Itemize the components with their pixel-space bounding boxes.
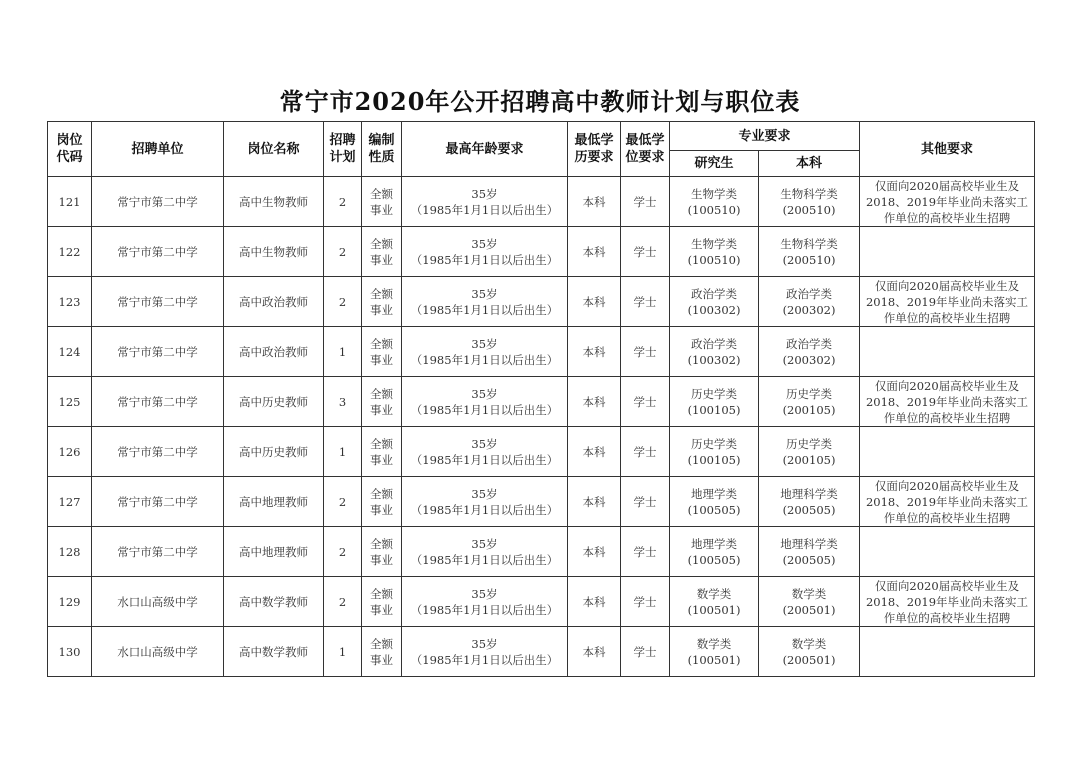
header-age: 最高年龄要求 bbox=[402, 122, 568, 177]
table-row bbox=[48, 627, 1035, 677]
table-row bbox=[48, 577, 1035, 627]
cell-age: 35岁 （1985年1月1日以后出生） bbox=[402, 627, 568, 677]
cell-edu: 本科 bbox=[568, 277, 621, 327]
cell-unit: 常宁市第二中学 bbox=[92, 527, 224, 577]
cell-code: 130 bbox=[48, 627, 92, 677]
cell-edu: 本科 bbox=[568, 177, 621, 227]
cell-edu: 本科 bbox=[568, 227, 621, 277]
cell-age: 35岁 （1985年1月1日以后出生） bbox=[402, 227, 568, 277]
cell-nature: 全额 事业 bbox=[362, 477, 402, 527]
cell-undergrad-major: 地理科学类 (200505) bbox=[759, 477, 860, 527]
cell-undergrad-major: 历史学类 (200105) bbox=[759, 377, 860, 427]
cell-nature: 全额 事业 bbox=[362, 277, 402, 327]
cell-age: 35岁 （1985年1月1日以后出生） bbox=[402, 277, 568, 327]
cell-plan: 1 bbox=[324, 627, 362, 677]
cell-undergrad-major: 生物科学类 (200510) bbox=[759, 177, 860, 227]
cell-edu: 本科 bbox=[568, 477, 621, 527]
cell-degree: 学士 bbox=[621, 377, 670, 427]
header-edu: 最低学 历要求 bbox=[568, 122, 621, 177]
cell-unit: 水口山高级中学 bbox=[92, 627, 224, 677]
cell-other: 仅面向2020届高校毕业生及 2018、2019年毕业尚未落实工 作单位的高校毕业生招聘 bbox=[860, 377, 1035, 427]
cell-grad-major: 政治学类 (100302) bbox=[670, 277, 759, 327]
header-position: 岗位名称 bbox=[224, 122, 324, 177]
cell-position: 高中生物教师 bbox=[224, 227, 324, 277]
page-title: 常宁市2020年公开招聘高中教师计划与职位表 bbox=[279, 87, 801, 116]
table-row bbox=[48, 427, 1035, 477]
cell-grad-major: 地理学类 (100505) bbox=[670, 527, 759, 577]
cell-other bbox=[860, 427, 1035, 477]
cell-plan: 2 bbox=[324, 527, 362, 577]
cell-degree: 学士 bbox=[621, 427, 670, 477]
cell-degree: 学士 bbox=[621, 477, 670, 527]
cell-other: 仅面向2020届高校毕业生及 2018、2019年毕业尚未落实工 作单位的高校毕业生招聘 bbox=[860, 177, 1035, 227]
cell-nature: 全额 事业 bbox=[362, 227, 402, 277]
header-plan: 招聘 计划 bbox=[324, 122, 362, 177]
cell-age: 35岁 （1985年1月1日以后出生） bbox=[402, 327, 568, 377]
cell-plan: 2 bbox=[324, 177, 362, 227]
cell-undergrad-major: 政治学类 (200302) bbox=[759, 277, 860, 327]
cell-plan: 2 bbox=[324, 577, 362, 627]
header-degree: 最低学 位要求 bbox=[621, 122, 670, 177]
cell-nature: 全额 事业 bbox=[362, 327, 402, 377]
header-nature: 编制 性质 bbox=[362, 122, 402, 177]
table-row bbox=[48, 527, 1035, 577]
cell-other bbox=[860, 627, 1035, 677]
cell-grad-major: 数学类 (100501) bbox=[670, 627, 759, 677]
table-row bbox=[48, 227, 1035, 277]
cell-degree: 学士 bbox=[621, 277, 670, 327]
cell-age: 35岁 （1985年1月1日以后出生） bbox=[402, 577, 568, 627]
cell-plan: 1 bbox=[324, 327, 362, 377]
cell-code: 127 bbox=[48, 477, 92, 527]
cell-age: 35岁 （1985年1月1日以后出生） bbox=[402, 177, 568, 227]
cell-degree: 学士 bbox=[621, 627, 670, 677]
cell-grad-major: 历史学类 (100105) bbox=[670, 377, 759, 427]
cell-other: 仅面向2020届高校毕业生及 2018、2019年毕业尚未落实工 作单位的高校毕业生招聘 bbox=[860, 277, 1035, 327]
cell-position: 高中地理教师 bbox=[224, 477, 324, 527]
cell-code: 129 bbox=[48, 577, 92, 627]
cell-undergrad-major: 历史学类 (200105) bbox=[759, 427, 860, 477]
cell-edu: 本科 bbox=[568, 427, 621, 477]
cell-position: 高中政治教师 bbox=[224, 327, 324, 377]
cell-degree: 学士 bbox=[621, 177, 670, 227]
cell-position: 高中政治教师 bbox=[224, 277, 324, 327]
cell-edu: 本科 bbox=[568, 577, 621, 627]
cell-age: 35岁 （1985年1月1日以后出生） bbox=[402, 477, 568, 527]
cell-undergrad-major: 数学类 (200501) bbox=[759, 577, 860, 627]
cell-degree: 学士 bbox=[621, 577, 670, 627]
cell-position: 高中历史教师 bbox=[224, 427, 324, 477]
cell-age: 35岁 （1985年1月1日以后出生） bbox=[402, 527, 568, 577]
cell-unit: 常宁市第二中学 bbox=[92, 477, 224, 527]
cell-other bbox=[860, 227, 1035, 277]
cell-degree: 学士 bbox=[621, 527, 670, 577]
cell-undergrad-major: 地理科学类 (200505) bbox=[759, 527, 860, 577]
cell-grad-major: 地理学类 (100505) bbox=[670, 477, 759, 527]
cell-unit: 常宁市第二中学 bbox=[92, 377, 224, 427]
cell-degree: 学士 bbox=[621, 227, 670, 277]
cell-code: 128 bbox=[48, 527, 92, 577]
cell-degree: 学士 bbox=[621, 327, 670, 377]
header-grad: 研究生 bbox=[670, 151, 759, 177]
cell-nature: 全额 事业 bbox=[362, 377, 402, 427]
table-body bbox=[48, 177, 1035, 677]
cell-plan: 2 bbox=[324, 277, 362, 327]
cell-code: 123 bbox=[48, 277, 92, 327]
cell-plan: 2 bbox=[324, 227, 362, 277]
cell-nature: 全额 事业 bbox=[362, 577, 402, 627]
cell-other: 仅面向2020届高校毕业生及 2018、2019年毕业尚未落实工 作单位的高校毕业生招聘 bbox=[860, 477, 1035, 527]
cell-code: 122 bbox=[48, 227, 92, 277]
table-header bbox=[48, 122, 1035, 177]
cell-unit: 常宁市第二中学 bbox=[92, 427, 224, 477]
cell-nature: 全额 事业 bbox=[362, 177, 402, 227]
cell-nature: 全额 事业 bbox=[362, 527, 402, 577]
cell-edu: 本科 bbox=[568, 527, 621, 577]
cell-grad-major: 数学类 (100501) bbox=[670, 577, 759, 627]
table-row bbox=[48, 377, 1035, 427]
cell-grad-major: 政治学类 (100302) bbox=[670, 327, 759, 377]
cell-position: 高中数学教师 bbox=[224, 577, 324, 627]
cell-undergrad-major: 政治学类 (200302) bbox=[759, 327, 860, 377]
cell-grad-major: 生物学类 (100510) bbox=[670, 227, 759, 277]
cell-unit: 常宁市第二中学 bbox=[92, 227, 224, 277]
cell-edu: 本科 bbox=[568, 377, 621, 427]
cell-plan: 2 bbox=[324, 477, 362, 527]
table-row bbox=[48, 177, 1035, 227]
cell-plan: 1 bbox=[324, 427, 362, 477]
cell-code: 125 bbox=[48, 377, 92, 427]
table-row bbox=[48, 327, 1035, 377]
cell-plan: 3 bbox=[324, 377, 362, 427]
header-undergrad: 本科 bbox=[759, 151, 860, 177]
cell-age: 35岁 （1985年1月1日以后出生） bbox=[402, 427, 568, 477]
cell-grad-major: 生物学类 (100510) bbox=[670, 177, 759, 227]
cell-code: 121 bbox=[48, 177, 92, 227]
header-other: 其他要求 bbox=[860, 122, 1035, 177]
cell-unit: 水口山高级中学 bbox=[92, 577, 224, 627]
cell-code: 126 bbox=[48, 427, 92, 477]
cell-position: 高中生物教师 bbox=[224, 177, 324, 227]
cell-unit: 常宁市第二中学 bbox=[92, 327, 224, 377]
cell-position: 高中历史教师 bbox=[224, 377, 324, 427]
cell-edu: 本科 bbox=[568, 627, 621, 677]
cell-position: 高中数学教师 bbox=[224, 627, 324, 677]
cell-nature: 全额 事业 bbox=[362, 627, 402, 677]
cell-unit: 常宁市第二中学 bbox=[92, 277, 224, 327]
cell-undergrad-major: 数学类 (200501) bbox=[759, 627, 860, 677]
cell-undergrad-major: 生物科学类 (200510) bbox=[759, 227, 860, 277]
cell-age: 35岁 （1985年1月1日以后出生） bbox=[402, 377, 568, 427]
header-unit: 招聘单位 bbox=[92, 122, 224, 177]
table-row bbox=[48, 477, 1035, 527]
header-code: 岗位 代码 bbox=[48, 122, 92, 177]
cell-grad-major: 历史学类 (100105) bbox=[670, 427, 759, 477]
cell-edu: 本科 bbox=[568, 327, 621, 377]
cell-position: 高中地理教师 bbox=[224, 527, 324, 577]
cell-other: 仅面向2020届高校毕业生及 2018、2019年毕业尚未落实工 作单位的高校毕业生招聘 bbox=[860, 577, 1035, 627]
table-row bbox=[48, 277, 1035, 327]
cell-unit: 常宁市第二中学 bbox=[92, 177, 224, 227]
cell-code: 124 bbox=[48, 327, 92, 377]
recruitment-table bbox=[47, 121, 1035, 677]
cell-other bbox=[860, 527, 1035, 577]
cell-other bbox=[860, 327, 1035, 377]
cell-nature: 全额 事业 bbox=[362, 427, 402, 477]
header-major: 专业要求 bbox=[670, 122, 860, 151]
